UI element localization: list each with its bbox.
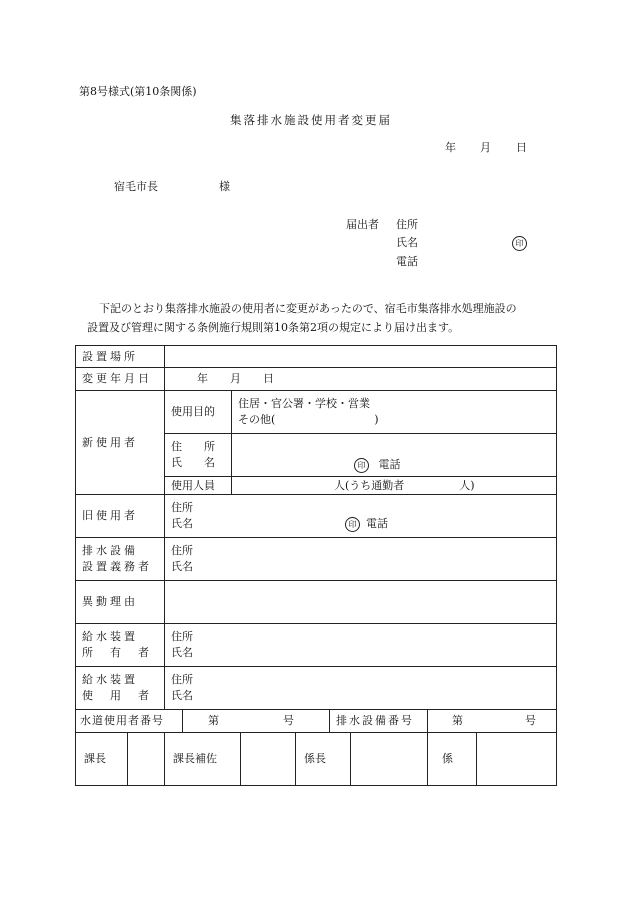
row-numbers	[76, 710, 557, 733]
row-install-location	[76, 346, 557, 368]
old-user-label: 旧使用者	[76, 495, 165, 538]
row-supply-owner	[76, 624, 557, 667]
applicant-name-label: 氏名	[396, 236, 418, 249]
approval-cell-2	[165, 733, 296, 786]
supply-user-field[interactable]	[165, 667, 557, 710]
occupants-field[interactable]: 人(うち通勤者 人)	[232, 477, 557, 495]
new-user-address-name-label	[165, 434, 232, 477]
approver-3-stamp-area[interactable]	[350, 733, 427, 785]
old-user-address-label: 住所	[171, 501, 193, 514]
seal-mark: 印	[512, 236, 527, 251]
occupants-label: 使用人員	[165, 477, 232, 495]
form-number: 第8号様式(第10条関係)	[79, 85, 197, 98]
approval-cell-4	[428, 733, 557, 786]
drain-duty-label: 排水設備 設置義務者	[76, 538, 165, 581]
supply-user-address-label: 住所	[171, 673, 193, 686]
change-date-label: 変更年月日	[76, 368, 165, 391]
new-user-seal: 印	[354, 458, 369, 473]
change-date-field[interactable]: 年 月 日	[165, 368, 557, 391]
supply-owner-name-label: 氏名	[171, 646, 193, 659]
purpose-label: 使用目的	[165, 391, 232, 434]
old-user-seal: 印	[345, 517, 360, 532]
new-user-name-label: 氏 名	[171, 456, 215, 469]
approver-4-label: 係	[442, 752, 453, 765]
approver-4-stamp-area[interactable]	[476, 733, 556, 785]
applicant-address-label: 住所	[396, 218, 418, 231]
form-table	[75, 345, 557, 786]
drain-number-label: 排水設備番号	[330, 710, 428, 733]
supply-owner-label: 給水装置 所 有 者	[76, 624, 165, 667]
water-user-number-field[interactable]: 第 号	[183, 710, 330, 733]
addressee: 宿毛市長	[114, 180, 158, 193]
supply-user-name-label: 氏名	[171, 689, 193, 702]
honorific: 様	[219, 180, 230, 193]
new-user-label: 新使用者	[76, 391, 165, 495]
drain-duty-address-label: 住所	[171, 544, 193, 557]
row-change-date	[76, 368, 557, 391]
purpose-field[interactable]	[232, 391, 557, 434]
old-user-field[interactable]	[165, 495, 557, 538]
drain-duty-field[interactable]	[165, 538, 557, 581]
supply-owner-field[interactable]	[165, 624, 557, 667]
approval-cell-3	[296, 733, 428, 786]
row-old-user	[76, 495, 557, 538]
drain-duty-name-label: 氏名	[171, 560, 193, 573]
drain-number-field[interactable]: 第 号	[428, 710, 557, 733]
approval-cell-1	[76, 733, 165, 786]
applicant-seal	[512, 236, 527, 251]
approver-3-label: 係長	[304, 752, 326, 765]
date-day-label: 日	[516, 141, 527, 154]
purpose-options: 住居・官公署・学校・営業	[238, 397, 370, 410]
old-user-phone-label: 電話	[366, 517, 388, 530]
install-location-label: 設置場所	[76, 346, 165, 368]
approver-1-stamp-area[interactable]	[127, 733, 164, 785]
approver-1-label: 課長	[84, 752, 106, 765]
row-drain-duty	[76, 538, 557, 581]
approver-2-label: 課長補佐	[173, 752, 217, 765]
supply-user-label: 給水装置 使 用 者	[76, 667, 165, 710]
reason-label: 異動理由	[76, 581, 165, 624]
supply-owner-address-label: 住所	[171, 630, 193, 643]
applicant-label: 届出者	[346, 218, 379, 231]
body-text-line2: 設置及び管理に関する条例施行規則第10条第2項の規定により届け出ます。	[87, 321, 460, 334]
new-user-address-field[interactable]	[232, 434, 557, 477]
applicant-phone-label: 電話	[396, 255, 418, 268]
date-month-label: 月	[480, 141, 491, 154]
page-title: 集落排水施設使用者変更届	[230, 113, 392, 127]
date-year-label: 年	[445, 141, 456, 154]
row-approvals	[76, 733, 557, 786]
new-user-address-label: 住 所	[171, 440, 215, 453]
body-text-line1: 下記のとおり集落排水施設の使用者に変更があったので、宿毛市集落排水処理施設の	[99, 302, 517, 315]
install-location-field[interactable]	[165, 346, 557, 368]
row-supply-user	[76, 667, 557, 710]
reason-field[interactable]	[165, 581, 557, 624]
water-user-number-label: 水道使用者番号	[76, 710, 183, 733]
row-new-user-purpose	[76, 391, 557, 434]
row-reason	[76, 581, 557, 624]
old-user-name-label: 氏名 印 電話	[171, 517, 388, 530]
new-user-phone-label: 電話	[378, 458, 401, 471]
approver-2-stamp-area[interactable]	[240, 733, 295, 785]
purpose-other: その他( )	[238, 413, 379, 426]
